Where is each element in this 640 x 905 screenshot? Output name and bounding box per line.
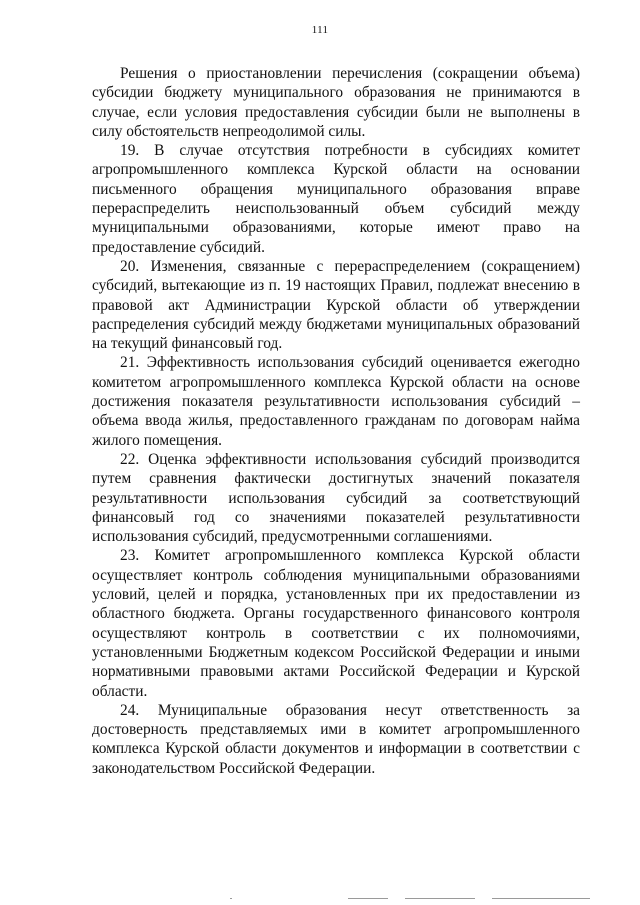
paragraph-19: 19. В случае отсутствия потребности в субсидиях комитет агропромышленного комплекса Курской области на основании письменного обращения муниципального образования вправе перераспределить неиспользованный объем субсидий между муниципальными образованиями, которые имеют право на предоставление субсидий. [92, 142, 580, 256]
paragraph-22: 22. Оценка эффективности использования субсидий производится путем сравнения фактически достигнутых значений показателя результативности использования субсидий за соответствующий финансовый год со значениями показателей результативности использования субсидий, предусмотренными соглашениями. [92, 450, 580, 546]
paragraph-20: 20. Изменения, связанные с перераспределением (сокращением) субсидий, вытекающие из п. 19 настоящих Правил, подлежат внесению в правовой акт Администрации Курской области об утверждении распределения субсидий между бюджетами муниципальных образований на текущий финансовый год. [92, 257, 580, 353]
scan-artifact-marks [230, 896, 590, 902]
paragraph-21: 21. Эффективность использования субсидий оценивается ежегодно комитетом агропромышленного комплекса Курской области на основе достижения показателя результативности использования субсидий – объема ввода жилья, предоставленного гражданам по договорам найма жилого помещения. [92, 354, 580, 449]
paragraph-24: 24. Муниципальные образования несут ответственность за достоверность представляемых ими в комитет агропромышленного комплекса Курской области документов и информации в соответствии с законодательством Российской Федерации. [92, 701, 580, 777]
page-number: 111 [311, 24, 329, 36]
paragraph-23: 23. Комитет агропромышленного комплекса Курской области осуществляет контроль соблюдения муниципальными образованиями условий, целей и порядка, установленных при их предоставлении из областного бюджета. Органы государственного финансового контроля осуществляют контроль в соответствии с их полномочиями, установленными Бюджетным кодексом Российской Федерации и иными нормативными правовыми актами Российской Федерации и Курской области. [92, 547, 580, 700]
paragraph-continuation: Решения о приостановлении перечисления (сокращении объема) субсидии бюджету муниципального образования не принимаются в случае, если условия предоставления субсидии были не выполнены в силу обстоятельств непреодолимой силы. [92, 65, 580, 140]
document-body [92, 64, 580, 778]
